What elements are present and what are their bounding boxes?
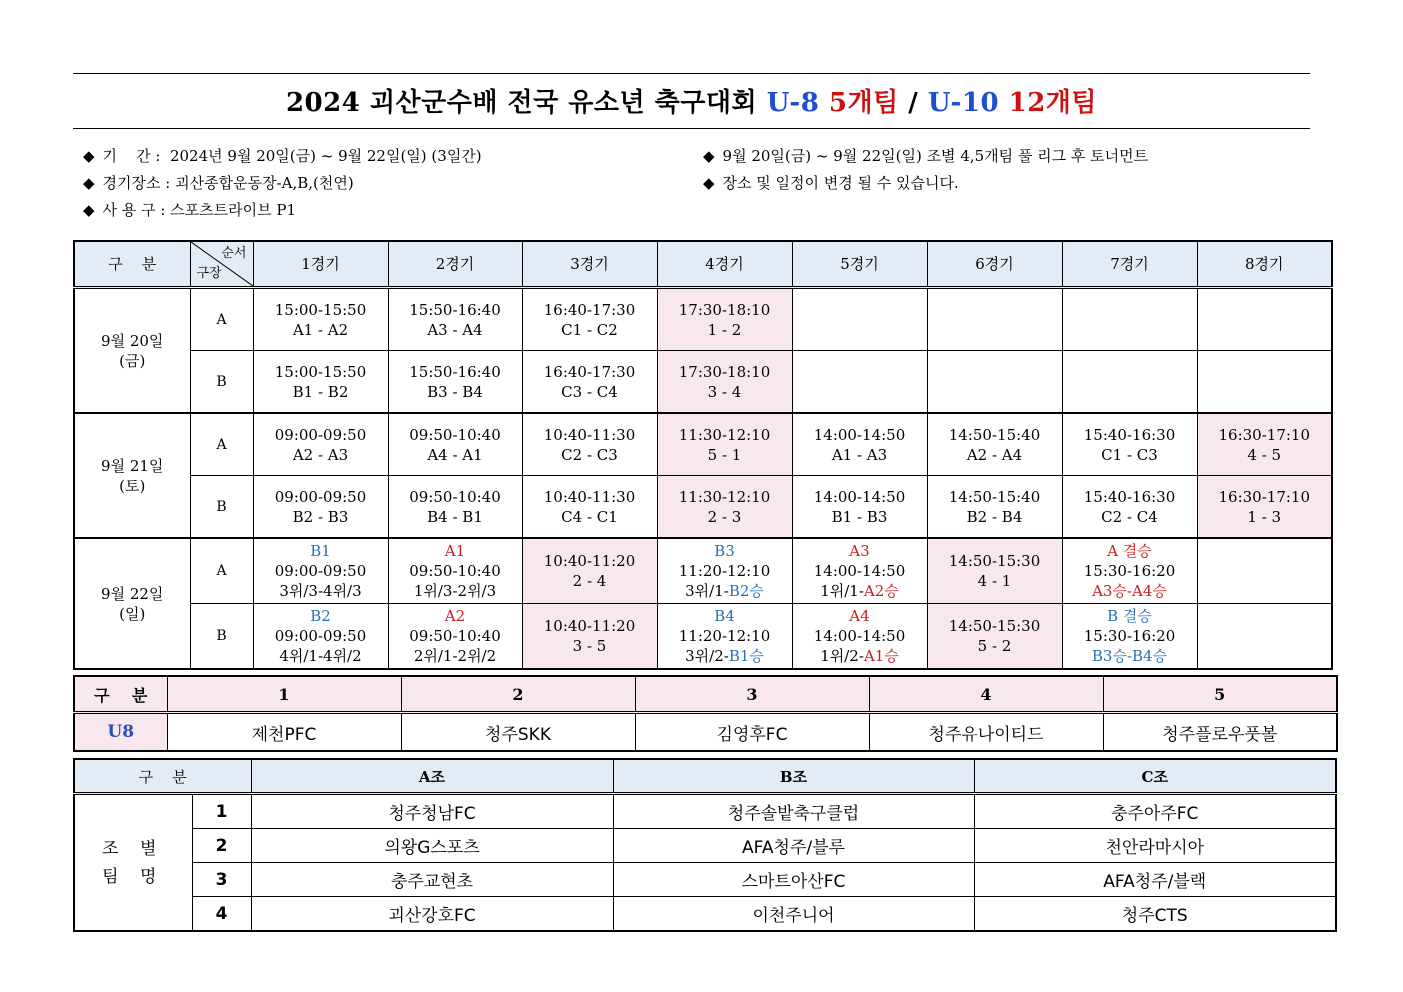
match-cell xyxy=(1062,351,1197,414)
match-pairing: B1 - B3 xyxy=(831,507,888,526)
match-pairing: 4 - 5 xyxy=(1247,445,1282,464)
u8-col-2: 2 xyxy=(401,676,635,713)
group-row xyxy=(74,794,1336,829)
match-cell xyxy=(1197,476,1332,539)
match-pairing: C1 - C2 xyxy=(561,320,618,339)
match-cell xyxy=(522,476,657,539)
match-time: 09:00-09:50 xyxy=(274,562,367,580)
match-cell xyxy=(927,476,1062,539)
match-header-1: 1경기 xyxy=(253,241,388,288)
match-pairing: 4 - 1 xyxy=(977,572,1012,590)
group-row-label-1: 조 별 xyxy=(102,838,165,859)
match-cell xyxy=(792,288,927,351)
match-time: 16:30-17:10 xyxy=(1218,425,1311,444)
match-cell xyxy=(388,476,522,539)
match-cell xyxy=(522,288,657,351)
match-time: 09:00-09:50 xyxy=(274,425,367,444)
pairing-winner: B2승 xyxy=(728,582,764,600)
venue-label: 경기장소 : xyxy=(102,174,171,192)
match-pairing: 2 - 4 xyxy=(572,572,607,590)
u8-header-row xyxy=(74,676,1337,713)
field-cell: B xyxy=(190,351,253,414)
order-field-header xyxy=(190,241,253,288)
match-time: 09:00-09:50 xyxy=(274,627,367,645)
match-cell xyxy=(388,288,522,351)
match-cell xyxy=(657,538,792,604)
match-time: 15:40-16:30 xyxy=(1083,487,1176,506)
day-of-week: (토) xyxy=(119,476,146,495)
match-pairing: A1 - A2 xyxy=(292,320,349,339)
match-pairing: 1 - 3 xyxy=(1247,507,1282,526)
match-time: 10:40-11:30 xyxy=(543,425,636,444)
match-pairing: A2 - A4 xyxy=(966,445,1023,464)
day-date: 9월 22일 xyxy=(101,584,164,603)
u8-team-4: 청주유나이티드 xyxy=(869,713,1103,752)
group-col-a: A조 xyxy=(251,759,613,794)
match-cell xyxy=(657,604,792,670)
group-b-team-4: 이천주니어 xyxy=(613,897,974,932)
bullet-icon: ◆ xyxy=(83,174,95,192)
match-time: 15:30-16:20 xyxy=(1083,562,1176,580)
group-row xyxy=(74,863,1336,897)
match-time: 16:40-17:30 xyxy=(543,362,636,381)
title-u8-teams: 5개팀 xyxy=(828,88,899,118)
match-cell xyxy=(927,351,1062,414)
group-a-team-2: 의왕G스포츠 xyxy=(251,829,613,863)
u8-col-1: 1 xyxy=(167,676,401,713)
field-cell: B xyxy=(190,604,253,670)
group-c-team-1: 충주아주FC xyxy=(974,794,1336,829)
field-cell: A xyxy=(190,288,253,351)
group-row xyxy=(74,829,1336,863)
bullet-icon: ◆ xyxy=(703,174,715,192)
group-b-team-2: AFA청주/블루 xyxy=(613,829,974,863)
match-cell xyxy=(657,288,792,351)
match-tag: A2 xyxy=(444,607,466,625)
match-pairing: 1 - 2 xyxy=(707,320,742,339)
match-header-5: 5경기 xyxy=(792,241,927,288)
title-u10-label: U-10 xyxy=(927,88,1000,118)
match-cell xyxy=(253,538,388,604)
match-cell xyxy=(792,351,927,414)
match-time: 15:50-16:40 xyxy=(409,362,501,381)
top-rule xyxy=(73,73,1310,74)
u8-row-label: U8 xyxy=(74,713,167,752)
group-row-num: 2 xyxy=(192,829,251,863)
note-change: 장소 및 일정이 변경 될 수 있습니다. xyxy=(722,174,959,192)
match-pairing xyxy=(658,581,792,601)
match-header-8: 8경기 xyxy=(1197,241,1332,288)
pairing-rank: 3위/1- xyxy=(685,582,729,600)
match-pairing: 4위/1-4위/2 xyxy=(279,647,362,665)
match-header-6: 6경기 xyxy=(927,241,1062,288)
schedule-header-row xyxy=(74,241,1332,288)
pairing-rank: 1위/1- xyxy=(820,582,864,600)
match-header-7: 7경기 xyxy=(1062,241,1197,288)
match-pairing: C2 - C3 xyxy=(561,445,618,464)
match-time: 14:50-15:30 xyxy=(948,617,1041,635)
group-header-row xyxy=(74,759,1336,794)
match-cell xyxy=(388,413,522,476)
match-pairing: 3위/3-4위/3 xyxy=(279,582,362,600)
bullet-icon: ◆ xyxy=(83,147,95,165)
match-cell xyxy=(1062,288,1197,351)
field-cell: A xyxy=(190,538,253,604)
match-cell xyxy=(657,413,792,476)
match-pairing: B3승-B4승 xyxy=(1091,647,1168,665)
match-cell xyxy=(522,604,657,670)
title-rule xyxy=(73,128,1310,129)
match-pairing: 5 - 2 xyxy=(977,637,1012,655)
match-pairing: 3 - 5 xyxy=(572,637,607,655)
match-pairing: B1 - B2 xyxy=(292,382,349,401)
u8-team-row xyxy=(74,713,1337,752)
match-cell xyxy=(927,288,1062,351)
match-cell xyxy=(1197,604,1332,670)
group-row xyxy=(74,897,1336,932)
match-time: 14:50-15:30 xyxy=(948,552,1041,570)
match-cell xyxy=(657,476,792,539)
u8-col-5: 5 xyxy=(1103,676,1337,713)
match-pairing xyxy=(793,581,927,601)
match-cell xyxy=(657,351,792,414)
match-time: 09:50-10:40 xyxy=(409,487,501,506)
match-header-4: 4경기 xyxy=(657,241,792,288)
match-pairing: A3승-A4승 xyxy=(1092,582,1167,600)
group-b-team-3: 스마트아산FC xyxy=(613,863,974,897)
match-header-2: 2경기 xyxy=(388,241,522,288)
match-pairing: C1 - C3 xyxy=(1101,445,1158,464)
match-cell xyxy=(522,413,657,476)
match-tag: A3 xyxy=(849,542,870,560)
match-time: 10:40-11:20 xyxy=(543,617,636,635)
match-cell xyxy=(388,538,522,604)
match-pairing: 1위/3-2위/3 xyxy=(413,582,497,600)
match-time: 14:00-14:50 xyxy=(813,425,906,444)
group-team-table xyxy=(73,758,1337,932)
match-cell xyxy=(792,604,927,670)
u8-col-3: 3 xyxy=(635,676,869,713)
match-tag: B3 xyxy=(714,542,735,560)
u8-team-1: 제천PFC xyxy=(167,713,401,752)
match-tag: B1 xyxy=(310,542,331,560)
match-cell xyxy=(1197,288,1332,351)
match-cell xyxy=(522,538,657,604)
group-a-team-4: 괴산강호FC xyxy=(251,897,613,932)
match-tag: B 결승 xyxy=(1107,607,1152,625)
page-title xyxy=(73,82,1310,119)
match-cell xyxy=(253,288,388,351)
u8-team-5: 청주플로우풋볼 xyxy=(1103,713,1337,752)
match-time: 10:40-11:30 xyxy=(543,487,636,506)
match-pairing: B4 - B1 xyxy=(427,507,483,526)
match-time: 17:30-18:10 xyxy=(678,362,771,381)
match-pairing: A3 - A4 xyxy=(427,320,483,339)
match-cell xyxy=(1197,351,1332,414)
match-header-3: 3경기 xyxy=(522,241,657,288)
venue-value: 괴산종합운동장-A,B,(천연) xyxy=(175,174,354,192)
match-cell xyxy=(792,413,927,476)
match-cell xyxy=(792,538,927,604)
match-tag: B2 xyxy=(310,607,331,625)
match-cell xyxy=(792,476,927,539)
info-note-change xyxy=(703,172,959,193)
diag-order-label: 순서 xyxy=(221,246,247,261)
group-row-num: 4 xyxy=(192,897,251,932)
day-cell xyxy=(74,288,190,414)
pairing-winner: A1승 xyxy=(863,647,899,665)
match-cell xyxy=(522,351,657,414)
match-pairing: 3 - 4 xyxy=(707,382,742,401)
group-c-team-3: AFA청주/블랙 xyxy=(974,863,1336,897)
group-a-team-1: 청주청남FC xyxy=(251,794,613,829)
match-time: 15:00-15:50 xyxy=(274,300,367,319)
match-pairing: B3 - B4 xyxy=(427,382,483,401)
day-cell xyxy=(74,413,190,538)
match-cell xyxy=(1197,538,1332,604)
match-time: 16:30-17:10 xyxy=(1218,487,1311,506)
pairing-winner: B1승 xyxy=(728,647,764,665)
match-tag: B4 xyxy=(714,607,735,625)
match-cell xyxy=(253,604,388,670)
match-time: 11:30-12:10 xyxy=(678,425,771,444)
match-time: 10:40-11:20 xyxy=(543,552,636,570)
match-time: 17:30-18:10 xyxy=(678,300,771,319)
match-pairing: 2위/1-2위/2 xyxy=(413,647,497,665)
schedule-table xyxy=(73,240,1333,670)
group-row-label xyxy=(74,794,192,932)
match-time: 11:30-12:10 xyxy=(678,487,771,506)
match-tag: A4 xyxy=(849,607,870,625)
group-row-num: 1 xyxy=(192,794,251,829)
match-cell xyxy=(253,351,388,414)
title-u10-teams: 12개팀 xyxy=(1008,88,1098,118)
match-pairing: A4 - A1 xyxy=(427,445,483,464)
match-pairing: B2 - B3 xyxy=(292,507,349,526)
match-cell xyxy=(1062,476,1197,539)
match-cell xyxy=(1062,413,1197,476)
title-main: 2024 괴산군수배 전국 유소년 축구대회 xyxy=(285,88,758,118)
info-period xyxy=(83,145,482,166)
match-cell xyxy=(253,413,388,476)
day-of-week: (금) xyxy=(119,351,146,370)
ball-label: 사 용 구 : xyxy=(102,201,166,219)
match-time: 14:50-15:40 xyxy=(948,425,1041,444)
period-value: 2024년 9월 20일(금) ~ 9월 22일(일) (3일간) xyxy=(169,147,482,165)
match-time: 15:50-16:40 xyxy=(409,300,501,319)
match-pairing xyxy=(793,646,927,666)
u8-col-4: 4 xyxy=(869,676,1103,713)
ball-value: 스포츠트라이브 P1 xyxy=(170,201,297,219)
match-time: 15:30-16:20 xyxy=(1083,627,1176,645)
group-col-c: C조 xyxy=(974,759,1336,794)
match-tag: A 결승 xyxy=(1107,542,1152,560)
day-of-week: (일) xyxy=(119,604,146,623)
match-pairing: B2 - B4 xyxy=(966,507,1023,526)
match-pairing xyxy=(658,646,792,666)
u8-team-table xyxy=(73,675,1338,752)
match-pairing: 2 - 3 xyxy=(707,507,742,526)
field-cell: A xyxy=(190,413,253,476)
field-cell: B xyxy=(190,476,253,539)
match-time: 09:50-10:40 xyxy=(409,627,501,645)
match-cell xyxy=(388,604,522,670)
pairing-rank: 1위/2- xyxy=(820,647,864,665)
match-cell xyxy=(388,351,522,414)
match-cell xyxy=(927,538,1062,604)
bullet-icon: ◆ xyxy=(83,201,95,219)
info-ball xyxy=(83,199,296,220)
day-cell xyxy=(74,538,190,669)
match-tag: A1 xyxy=(444,542,466,560)
title-u8-label: U-8 xyxy=(766,88,820,118)
match-time: 09:00-09:50 xyxy=(274,487,367,506)
match-time: 09:50-10:40 xyxy=(409,425,501,444)
bullet-icon: ◆ xyxy=(703,147,715,165)
match-time: 09:50-10:40 xyxy=(409,562,501,580)
match-time: 11:20-12:10 xyxy=(678,627,771,645)
note-format: 9월 20일(금) ~ 9월 22일(일) 조별 4,5개팀 풀 리그 후 토너먼트 xyxy=(722,147,1149,165)
pairing-rank: 3위/2- xyxy=(685,647,729,665)
period-label: 기 간 : xyxy=(102,147,161,165)
day-date: 9월 20일 xyxy=(101,331,164,350)
match-time: 16:40-17:30 xyxy=(543,300,636,319)
schedule-row xyxy=(74,476,1332,539)
schedule-row xyxy=(74,604,1332,670)
schedule-row xyxy=(74,351,1332,414)
match-time: 14:00-14:50 xyxy=(813,627,906,645)
u8-header-label: 구 분 xyxy=(74,676,167,713)
schedule-row xyxy=(74,413,1332,476)
day-date: 9월 21일 xyxy=(101,456,164,475)
match-cell xyxy=(253,476,388,539)
match-time: 14:00-14:50 xyxy=(813,487,906,506)
group-c-team-4: 청주CTS xyxy=(974,897,1336,932)
group-row-label-2: 팀 명 xyxy=(102,866,165,887)
match-pairing: A1 - A3 xyxy=(831,445,888,464)
match-pairing: C4 - C1 xyxy=(561,507,618,526)
group-header-label: 구 분 xyxy=(74,759,251,794)
match-time: 11:20-12:10 xyxy=(678,562,771,580)
match-cell xyxy=(927,413,1062,476)
match-cell xyxy=(1062,538,1197,604)
u8-team-2: 청주SKK xyxy=(401,713,635,752)
match-cell xyxy=(1062,604,1197,670)
title-separator: / xyxy=(908,88,919,118)
group-row-num: 3 xyxy=(192,863,251,897)
info-note-format xyxy=(703,145,1148,166)
schedule-header-label: 구 분 xyxy=(74,241,190,288)
match-cell xyxy=(927,604,1062,670)
group-a-team-3: 충주교현초 xyxy=(251,863,613,897)
diag-field-label: 구장 xyxy=(196,266,222,281)
group-b-team-1: 청주솔밭축구클럽 xyxy=(613,794,974,829)
schedule-row xyxy=(74,538,1332,604)
group-col-b: B조 xyxy=(613,759,974,794)
schedule-row xyxy=(74,288,1332,351)
match-pairing: 5 - 1 xyxy=(707,445,742,464)
pairing-winner: A2승 xyxy=(863,582,899,600)
match-time: 14:50-15:40 xyxy=(948,487,1041,506)
match-pairing: C3 - C4 xyxy=(561,382,618,401)
match-time: 15:40-16:30 xyxy=(1083,425,1176,444)
match-time: 14:00-14:50 xyxy=(813,562,906,580)
u8-team-3: 김영후FC xyxy=(635,713,869,752)
match-time: 15:00-15:50 xyxy=(274,362,367,381)
match-cell xyxy=(1197,413,1332,476)
match-pairing: A2 - A3 xyxy=(292,445,349,464)
group-c-team-2: 천안라마시아 xyxy=(974,829,1336,863)
match-pairing: C2 - C4 xyxy=(1101,507,1158,526)
info-venue xyxy=(83,172,354,193)
